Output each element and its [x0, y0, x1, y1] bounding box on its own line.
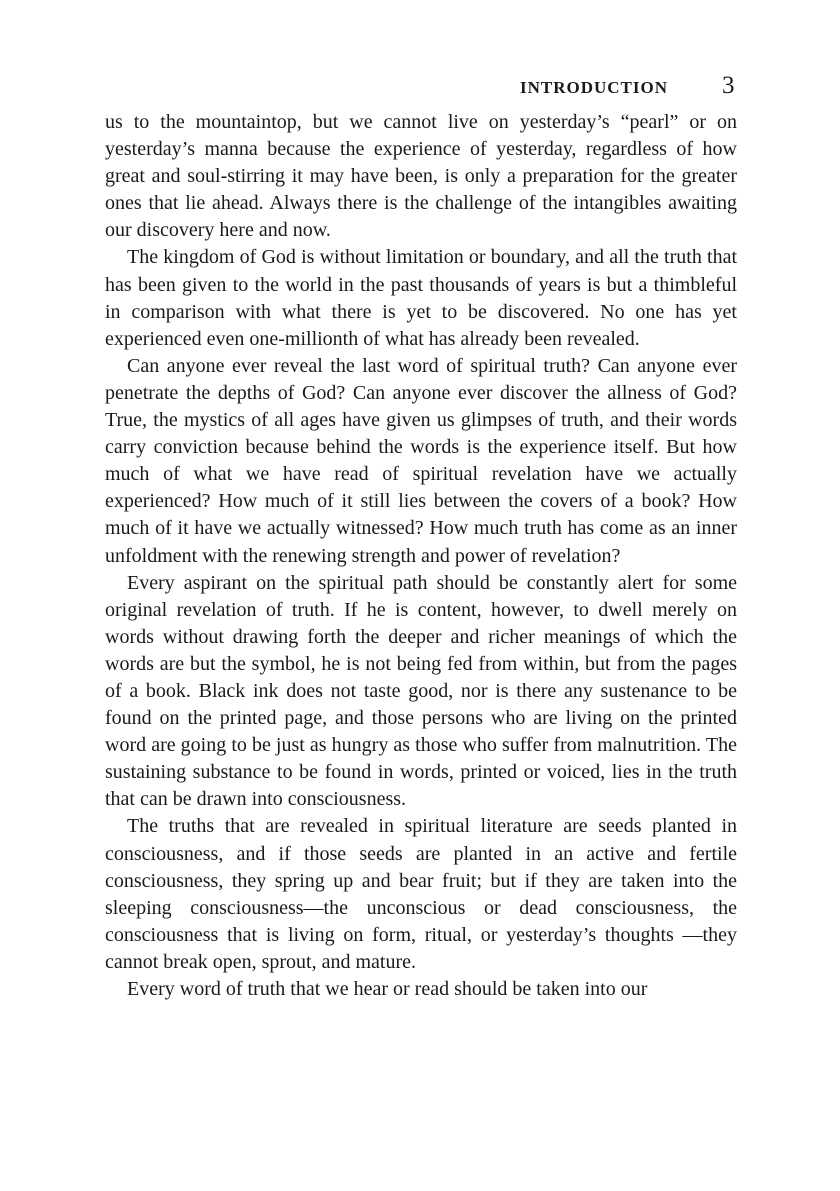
paragraph: Can anyone ever reveal the last word of spiritual truth? Can anyone ever penetrate the depths of God? Can anyone ever discover the allness of God? True, the mystics of all ages have given us glimpses of truth, and their words carry conviction because behind the words is the experience itself. But how much of what we have read of spiritual revelation have we actually experienced? How much of it still lies between the covers of a book? How much of it have we actually witnessed? How much truth has come as an inner unfoldment with the renewing strength and power of revelation? — [105, 354, 737, 567]
running-title: INTRODUCTION — [520, 78, 669, 97]
paragraph-continued: us to the mountaintop, but we cannot live on yesterday’s “pearl” or on yesterday’s manna because the experience of yesterday, regardless of how great and soul-stirring it may have been, is only a preparation for the greater ones that lie ahead. Always there is the challenge of the intangibles awaiting our discovery here and now. — [105, 111, 737, 242]
paragraph: Every aspirant on the spiritual path should be constantly alert for some original revelation of truth. If he is content, however, to dwell merely on words without drawing forth the deeper and richer meanings of which the words are but the symbol, he is not being fed from within, but from the pages of a book. Black ink does not taste good, nor is there any sustenance to be found on the printed page, and those persons who are living on the printed word are going to be just as hungry as those who suffer from malnutrition. The sustaining substance to be found in words, printed or voiced, lies in the truth that can be drawn into consciousness. — [105, 571, 737, 811]
paragraph: The kingdom of God is without limitation or boundary, and all the truth that has been given to the world in the past thousands of years is but a thimbleful in comparison with what there is yet to be discovered. No one has yet experienced even one-millionth of what has already been revealed. — [105, 246, 737, 350]
body-text — [105, 109, 737, 1003]
page-number: 3 — [722, 72, 735, 99]
paragraph-partial: Every word of truth that we hear or read should be taken into our — [127, 978, 648, 1000]
running-head — [520, 72, 750, 102]
paragraph: The truths that are revealed in spiritual literature are seeds planted in consciousness, and if those seeds are planted in an active and fertile consciousness, they spring up and bear fruit; but if they are taken into the sleeping consciousness—the unconscious or dead consciousness, the consciousness that is living on form, ritual, or yesterday’s thoughts —they cannot break open, sprout, and mature. — [105, 815, 737, 973]
